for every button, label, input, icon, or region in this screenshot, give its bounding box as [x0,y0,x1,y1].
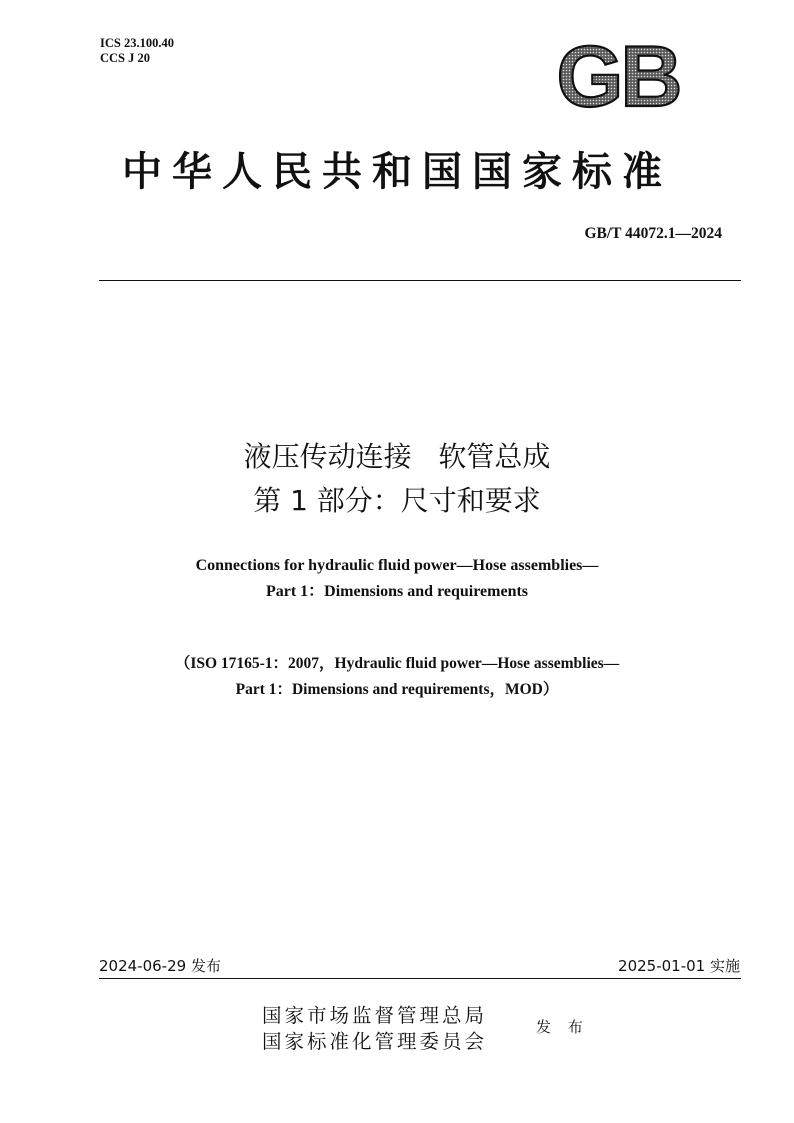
implementation-date: 2025-01-01 实施 [618,957,740,975]
ccs-code: CCS J 20 [100,51,151,65]
iso-reference-line-2: Part 1：Dimensions and requirements，MOD） [235,681,559,698]
publisher-line-1: 国家市场监督管理总局 [262,1004,488,1027]
publish-label: 发 布 [536,1018,589,1036]
english-title-line-1: Connections for hydraulic fluid power—Hose assemblies— [195,557,599,574]
standard-number: GB/T 44072.1—2024 [584,225,722,242]
publisher-line-2: 国家标准化管理委员会 [262,1030,488,1053]
publisher-names [262,1003,487,1055]
gb-logo [538,36,698,114]
issue-date: 2024-06-29 发布 [99,957,221,975]
header-divider [99,280,741,281]
national-standard-title: 中华人民共和国国家标准 [122,148,672,195]
footer-divider [99,978,741,979]
gb-logo-text: GB [556,36,680,114]
english-title-line-2: Part 1：Dimensions and requirements [265,583,529,600]
classification-codes [100,36,174,66]
chinese-title-line-2: 第 1 部分：尺寸和要求 [253,484,541,517]
iso-reference-line-1: （ISO 17165-1：2007，Hydraulic fluid power—Hose assemblies— [174,655,620,672]
chinese-title-line-1: 液压传动连接 软管总成 [243,440,551,473]
ics-code: ICS 23.100.40 [100,36,174,50]
